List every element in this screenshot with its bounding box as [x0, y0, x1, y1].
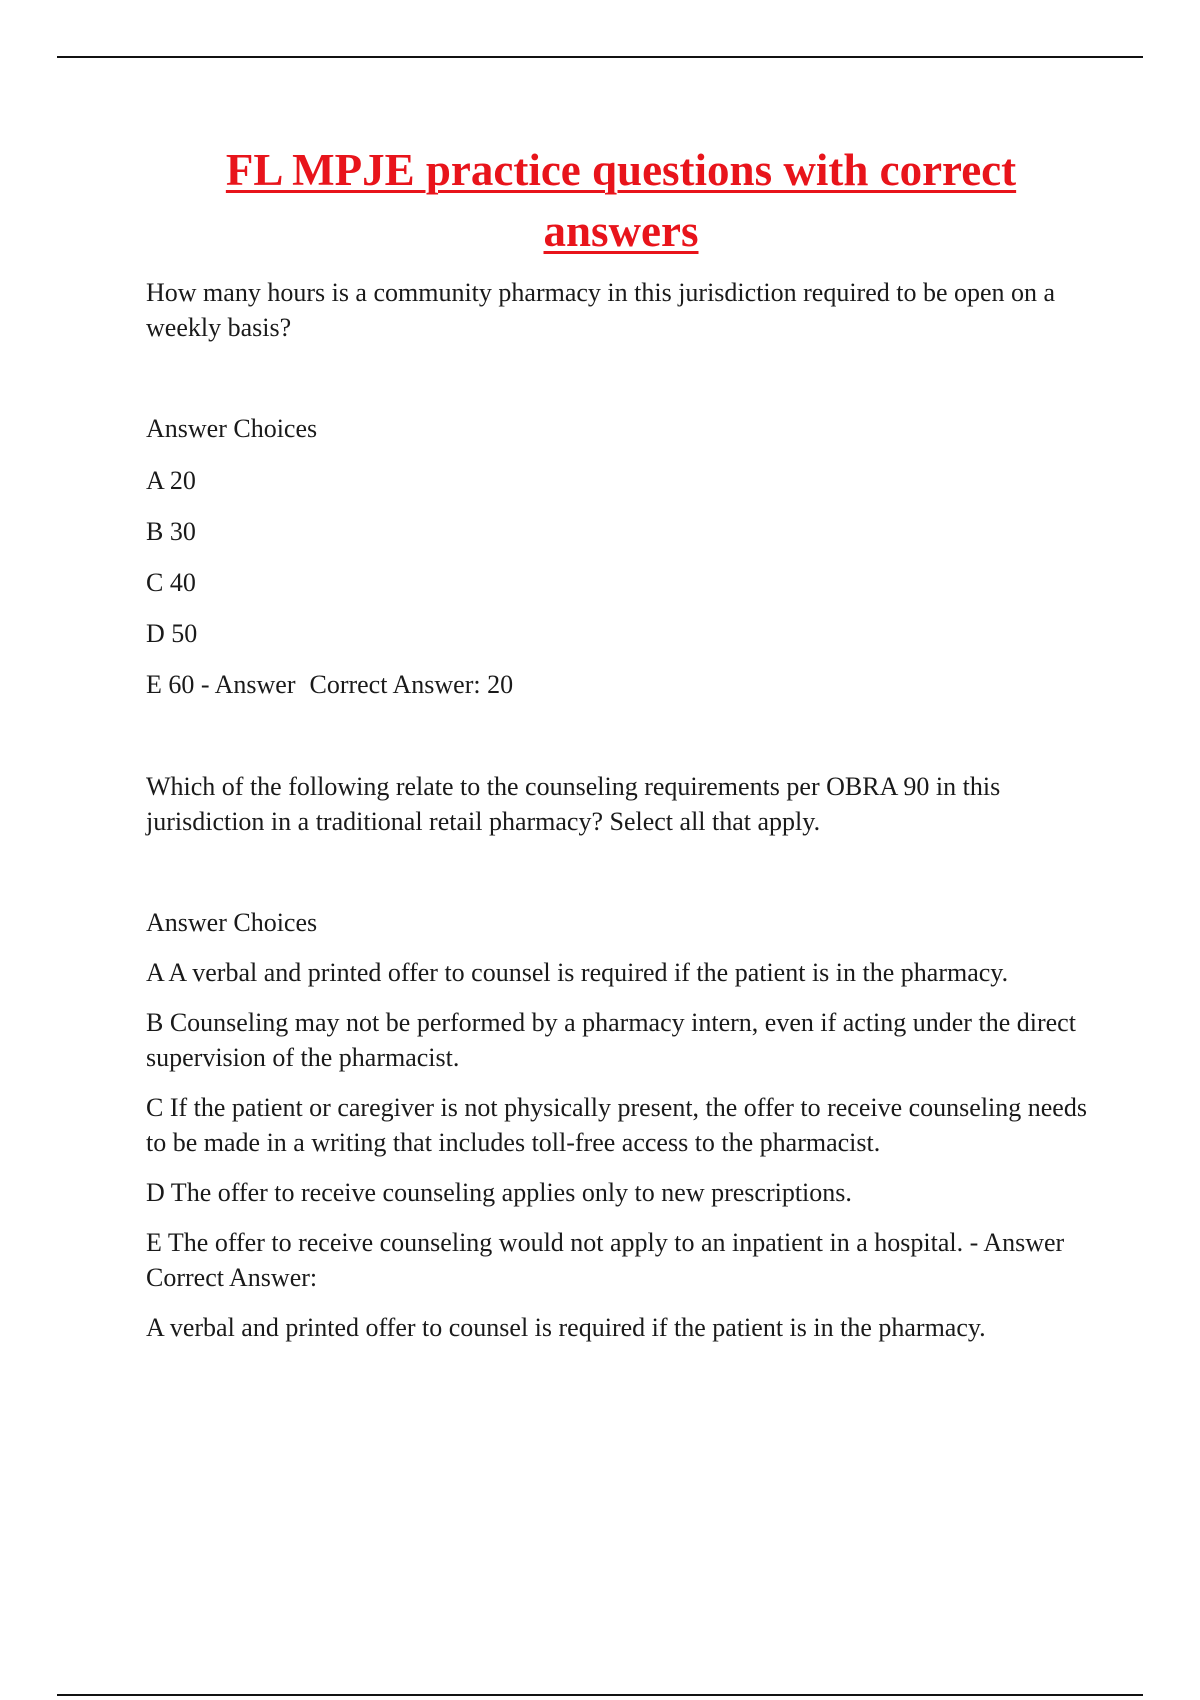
answer-choice-a: A 20: [146, 466, 196, 495]
answer-choice-d: D The offer to receive counseling applies only to new prescriptions.: [146, 1178, 852, 1207]
correct-answer-label: Correct Answer: 20: [309, 670, 514, 699]
answer-choices-heading: Answer Choices: [146, 414, 318, 443]
document-title: FL MPJE practice questions with correct answers: [225, 145, 1017, 256]
question-text: How many hours is a community pharmacy in this jurisdiction required to be open on a weekly basis?: [146, 278, 1056, 342]
correct-answer-text: A verbal and printed offer to counsel is required if the patient is in the pharmacy.: [146, 1313, 986, 1342]
document-body: [146, 140, 1096, 1345]
answer-choice-b: B Counseling may not be performed by a pharmacy intern, even if acting under the direct supervision of the pharmacist.: [146, 1008, 1076, 1072]
top-rule: [57, 56, 1143, 58]
answer-choice-c: C If the patient or caregiver is not physically present, the offer to receive counseling needs to be made in a writing that includes toll-free access to the pharmacist.: [146, 1093, 1087, 1157]
answer-choice-e: E The offer to receive counseling would not apply to an inpatient in a hospital. - Answer: [146, 1228, 1065, 1257]
question-1: [146, 275, 1096, 702]
answer-choice-d: D 50: [146, 619, 198, 648]
answer-choice-e: E 60 - Answer: [146, 670, 296, 699]
correct-answer-label: Correct Answer:: [146, 1263, 318, 1292]
answer-choice-a: A A verbal and printed offer to counsel is required if the patient is in the pharmacy.: [146, 958, 1009, 987]
answer-choice-e-with-answer: [146, 667, 1096, 702]
answer-choice-b: B 30: [146, 517, 196, 546]
question-2: [146, 769, 1096, 1345]
answer-choice-c: C 40: [146, 568, 196, 597]
answer-choice-e-with-answer: [146, 1225, 1096, 1295]
bottom-rule: [57, 1694, 1143, 1696]
answer-choices-heading: Answer Choices: [146, 908, 318, 937]
question-text: Which of the following relate to the counseling requirements per OBRA 90 in this jurisdiction in a traditional retail pharmacy? Select all that apply.: [146, 772, 1001, 836]
